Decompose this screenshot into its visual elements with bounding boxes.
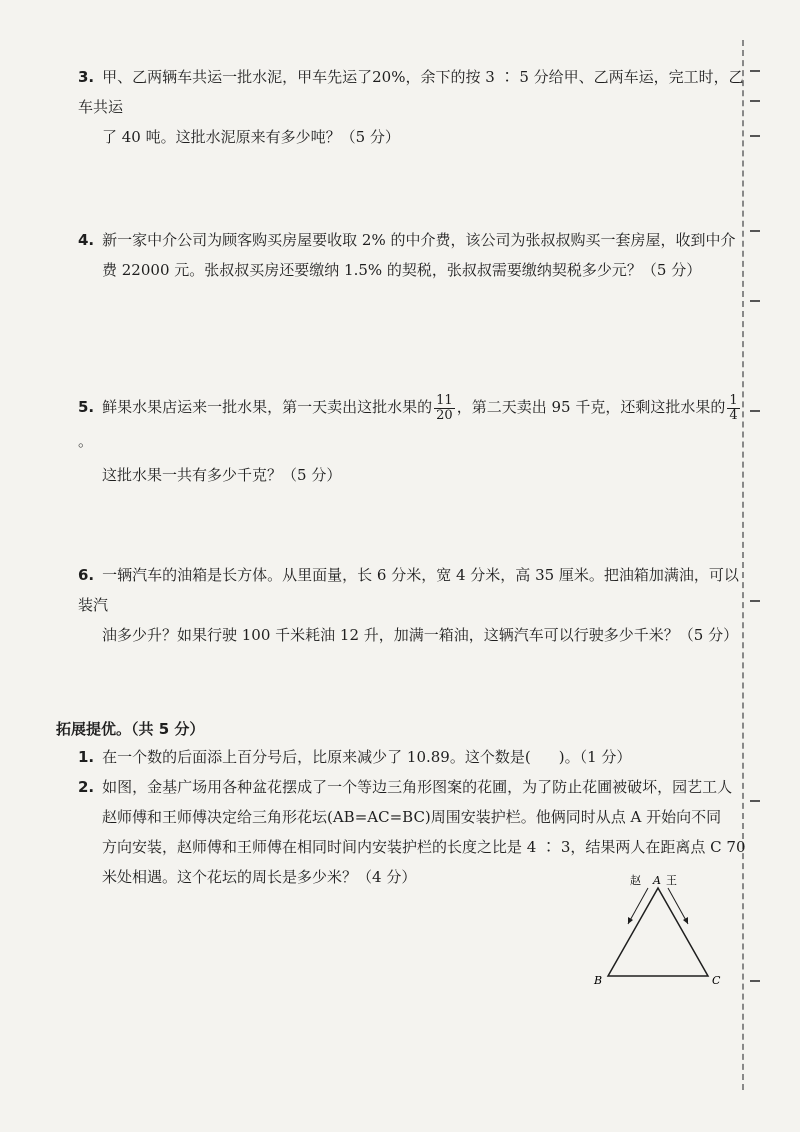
fraction — [727, 394, 739, 423]
binding-tick — [750, 600, 760, 602]
question-6 — [78, 560, 746, 650]
question-text: 。 — [78, 432, 94, 450]
binding-margin — [742, 40, 784, 1090]
question-text: 费 22000 元。张叔叔买房还要缴纳 1.5% 的契税，张叔叔需要缴纳契税多少元？（5 分） — [102, 261, 702, 279]
triangle-figure — [588, 872, 728, 992]
question-text: 油多少升？如果行驶 100 千米耗油 12 升，加满一箱油，这辆汽车可以行驶多少千米？（5 分） — [102, 626, 739, 644]
binding-tick — [750, 100, 760, 102]
label-wang: 王 — [666, 874, 677, 887]
question-text: 甲、乙两辆车共运一批水泥，甲车先运了20%，余下的按 3 ∶ 5 分给甲、乙两车运，完工时，乙车共运 — [78, 68, 744, 116]
question-text: 如图，金基广场用各种盆花摆成了一个等边三角形图案的花圃，为了防止花圃被破坏，园艺工人 — [102, 778, 733, 796]
binding-tick — [750, 980, 760, 982]
question-text: 在一个数的后面添上百分号后，比原来减少了 10.89。这个数是( — [102, 748, 531, 766]
arrow-head — [628, 917, 633, 924]
question-number: 1. — [78, 748, 95, 766]
question-text: 这批水果一共有多少千克？（5 分） — [102, 466, 342, 484]
binding-tick — [750, 410, 760, 412]
question-text: 一辆汽车的油箱是长方体。从里面量，长 6 分米，宽 4 分米，高 35 厘米。把油箱加满油，可以装汽 — [78, 566, 739, 614]
question-number: 2. — [78, 778, 95, 796]
arrow-zhao — [628, 888, 648, 924]
question-5 — [78, 390, 746, 492]
fraction — [434, 394, 455, 423]
binding-tick — [750, 300, 760, 302]
question-number: 5. — [78, 398, 95, 416]
question-number: 4. — [78, 231, 95, 249]
question-text: )。（1 分） — [558, 748, 632, 766]
question-text: 方向安装，赵师傅和王师傅在相同时间内安装护栏的长度之比是 4 ∶ 3，结果两人在距离点 C 70 — [102, 838, 746, 856]
question-number: 6. — [78, 566, 95, 584]
binding-tick — [750, 70, 760, 72]
triangle-abc — [608, 888, 708, 976]
question-text: 了 40 吨。这批水泥原来有多少吨？（5 分） — [102, 128, 400, 146]
fraction-numerator: 1 — [729, 392, 738, 408]
label-a: A — [653, 874, 661, 887]
fraction-numerator: 11 — [436, 392, 453, 408]
question-3 — [78, 62, 746, 152]
fraction-denominator: 4 — [729, 407, 738, 423]
question-text: ，第二天卖出 95 千克，还剩这批水果的 — [456, 398, 726, 416]
question-4 — [78, 225, 746, 285]
label-zhao: 赵 — [630, 874, 641, 887]
label-c: C — [712, 974, 721, 987]
question-number: 3. — [78, 68, 95, 86]
binding-tick — [750, 230, 760, 232]
arrow-wang — [668, 888, 688, 924]
extension-question-1 — [78, 742, 746, 772]
binding-tick — [750, 800, 760, 802]
question-text: 赵师傅和王师傅决定给三角形花坛(AB=AC=BC)周围安装护栏。他俩同时从点 A 开始向不同 — [102, 808, 722, 826]
label-b: B — [594, 974, 603, 987]
question-text: 鲜果水果店运来一批水果，第一天卖出这批水果的 — [102, 398, 433, 416]
question-text: 新一家中介公司为顾客购买房屋要收取 2% 的中介费，该公司为张叔叔购买一套房屋，收到中介 — [102, 231, 736, 249]
fraction-denominator: 20 — [436, 407, 453, 423]
question-text: 米处相遇。这个花坛的周长是多少米？（4 分） — [102, 868, 417, 886]
binding-tick — [750, 135, 760, 137]
section-title: 拓展提优。（共 5 分） — [56, 720, 205, 738]
arrow-head — [683, 917, 688, 924]
